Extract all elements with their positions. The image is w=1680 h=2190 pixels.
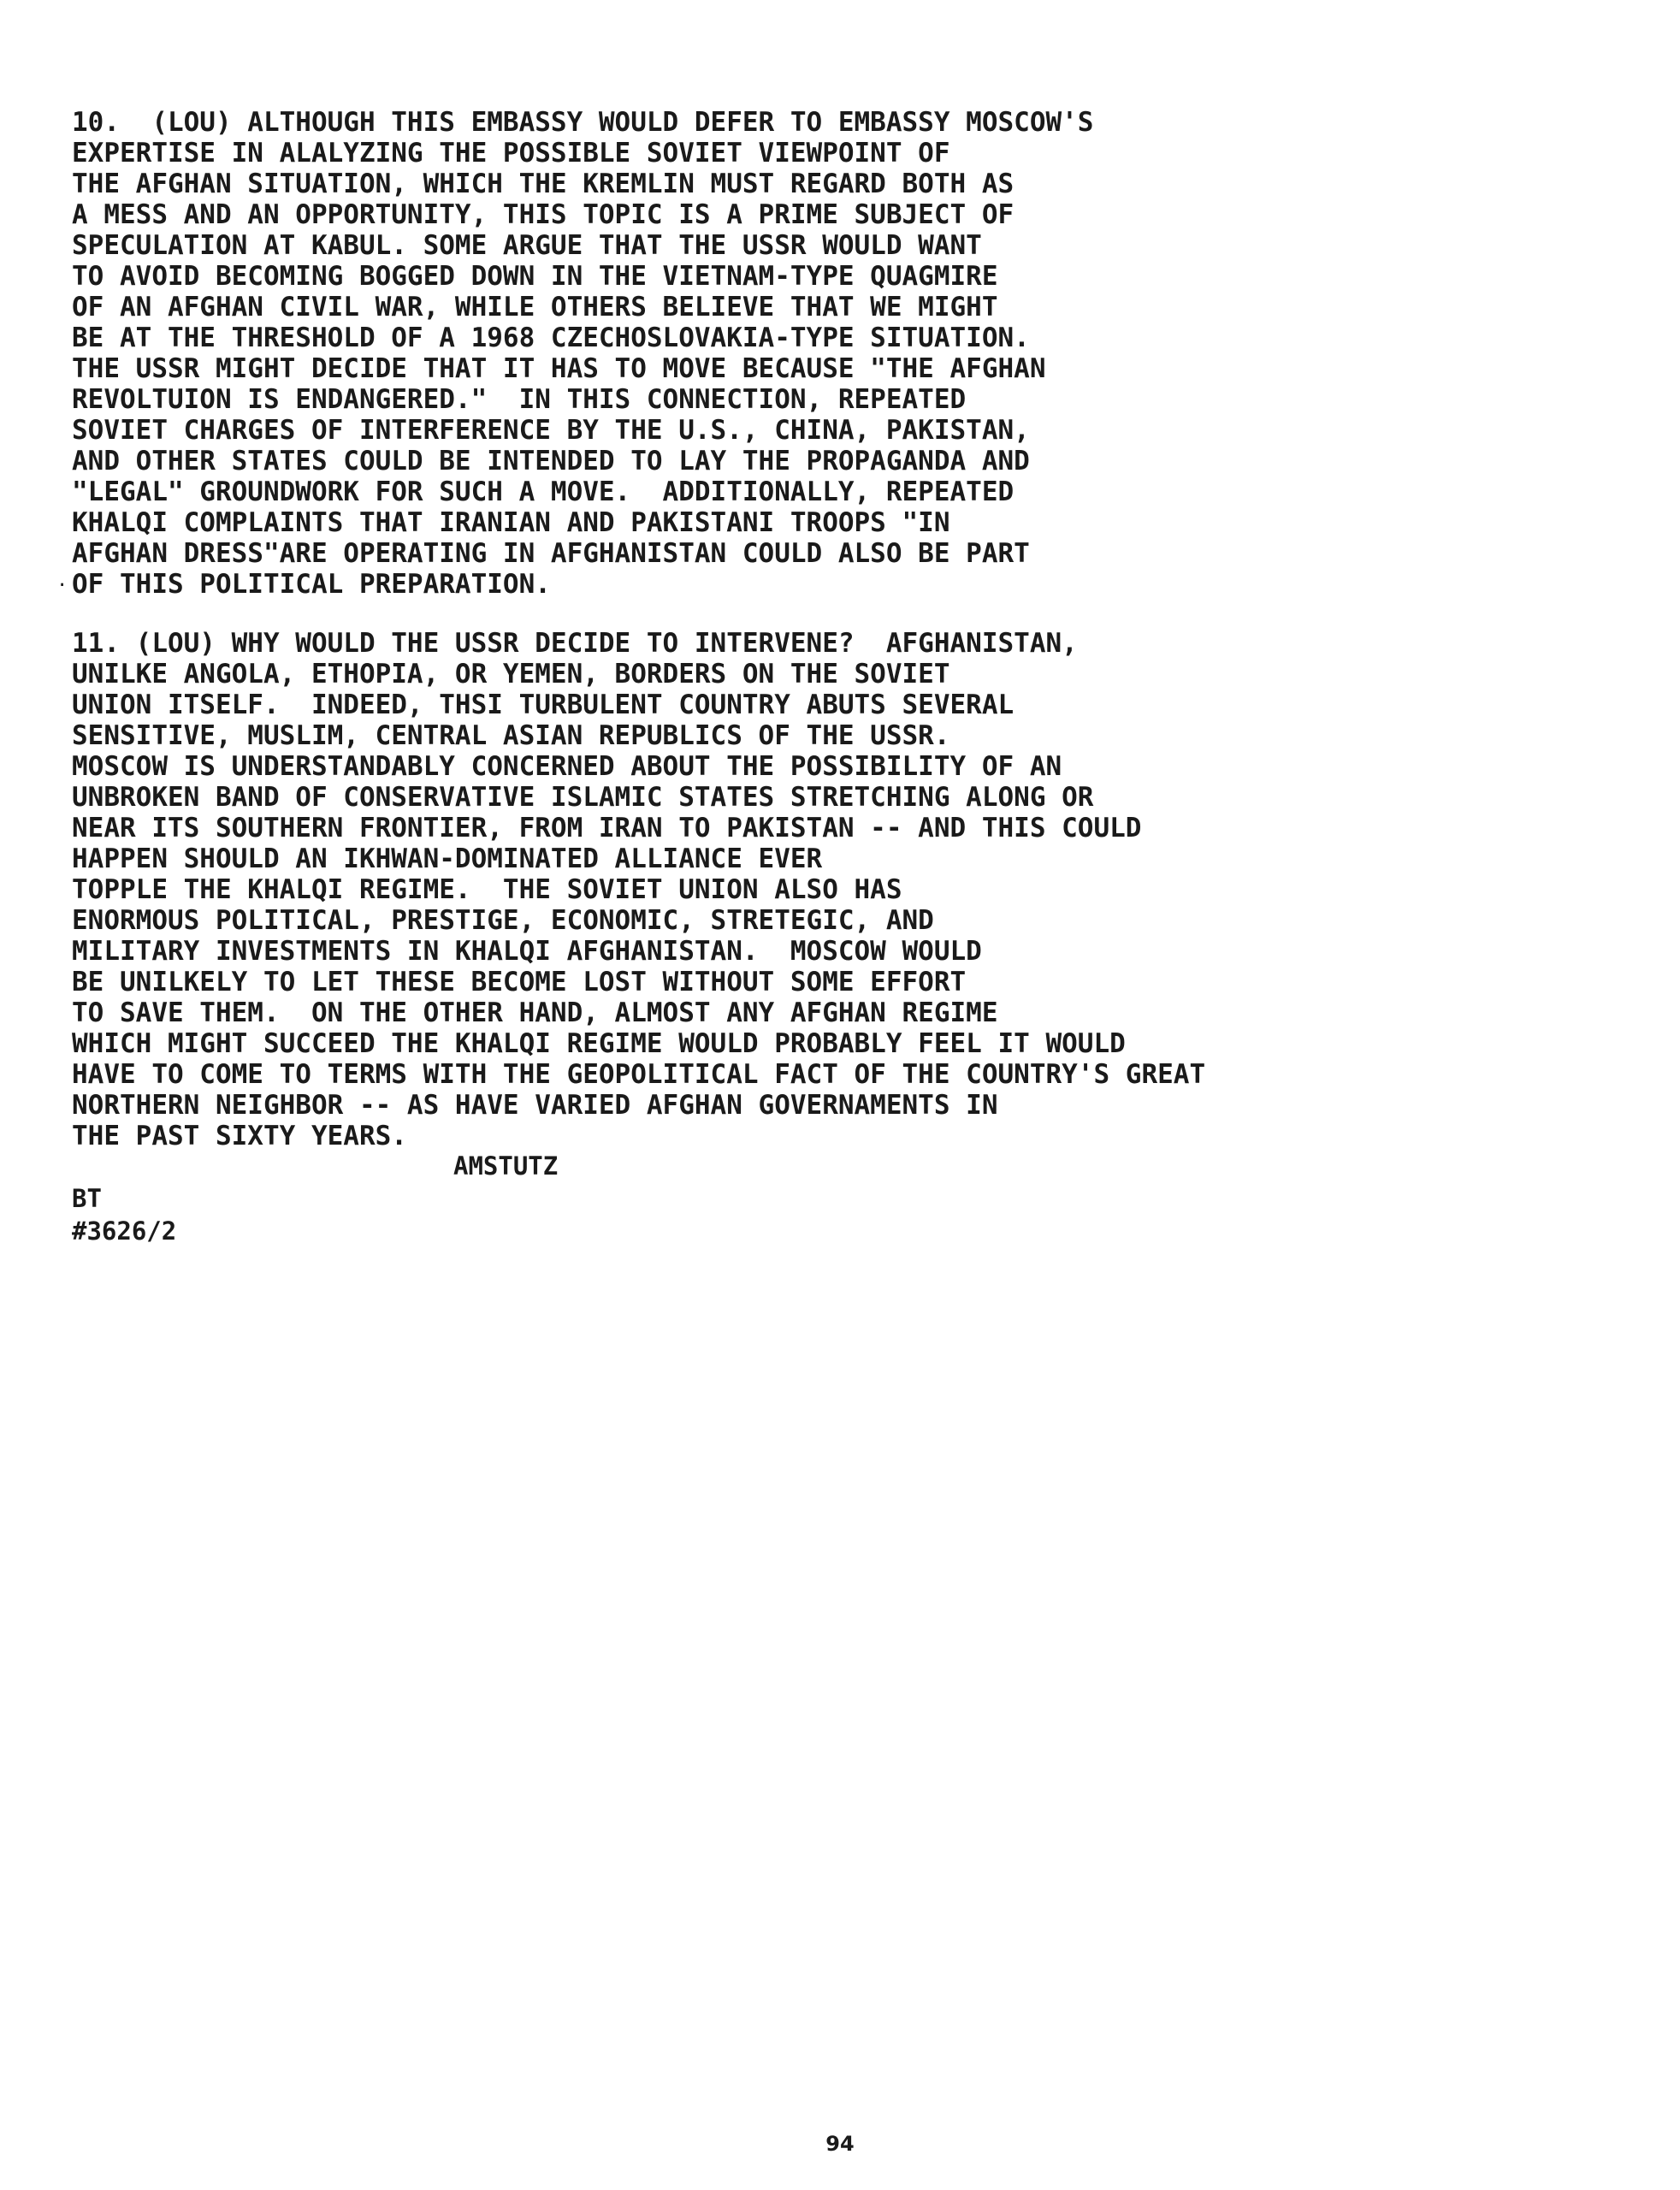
- text-line: A MESS AND AN OPPORTUNITY, THIS TOPIC IS A PRIME SUBJECT OF: [72, 199, 1015, 230]
- text-line: HAPPEN SHOULD AN IKHWAN-DOMINATED ALLIANCE EVER: [72, 843, 823, 874]
- text-line: 11. (LOU) WHY WOULD THE USSR DECIDE TO INTERVENE? AFGHANISTAN,: [72, 628, 1078, 659]
- text-line: THE PAST SIXTY YEARS.: [72, 1121, 407, 1151]
- text-line: THE AFGHAN SITUATION, WHICH THE KREMLIN MUST REGARD BOTH AS: [72, 169, 1015, 199]
- text-line: NORTHERN NEIGHBOR -- AS HAVE VARIED AFGHAN GOVERNAMENTS IN: [72, 1090, 998, 1121]
- text-line: THE USSR MIGHT DECIDE THAT IT HAS TO MOVE BECAUSE "THE AFGHAN: [72, 353, 1046, 384]
- text-line: REVOLTUION IS ENDANGERED." IN THIS CONNECTION, REPEATED: [72, 384, 967, 415]
- text-line: SPECULATION AT KABUL. SOME ARGUE THAT THE USSR WOULD WANT: [72, 230, 982, 261]
- paragraph-11: [72, 628, 1205, 1151]
- text-line: OF THIS POLITICAL PREPARATION.: [72, 569, 551, 600]
- text-line: NEAR ITS SOUTHERN FRONTIER, FROM IRAN TO PAKISTAN -- AND THIS COULD: [72, 813, 1142, 843]
- text-line: MILITARY INVESTMENTS IN KHALQI AFGHANISTAN. MOSCOW WOULD: [72, 936, 982, 967]
- text-line: UNILKE ANGOLA, ETHOPIA, OR YEMEN, BORDERS ON THE SOVIET: [72, 659, 950, 690]
- text-line: SENSITIVE, MUSLIM, CENTRAL ASIAN REPUBLICS OF THE USSR.: [72, 720, 950, 751]
- message-number: #3626/2: [72, 1216, 177, 1246]
- text-line: TOPPLE THE KHALQI REGIME. THE SOVIET UNION ALSO HAS: [72, 874, 902, 905]
- text-line: TO AVOID BECOMING BOGGED DOWN IN THE VIETNAM-TYPE QUAGMIRE: [72, 261, 998, 292]
- margin-mark: ·: [56, 575, 68, 596]
- paragraph-10: [72, 107, 1093, 600]
- text-line: OF AN AFGHAN CIVIL WAR, WHILE OTHERS BELIEVE THAT WE MIGHT: [72, 292, 998, 323]
- text-line: BE UNILKELY TO LET THESE BECOME LOST WITHOUT SOME EFFORT: [72, 967, 967, 997]
- message-trailer: [72, 1182, 176, 1247]
- text-line: 10. (LOU) ALTHOUGH THIS EMBASSY WOULD DEFER TO EMBASSY MOSCOW'S: [72, 107, 1094, 138]
- text-line: "LEGAL" GROUNDWORK FOR SUCH A MOVE. ADDITIONALLY, REPEATED: [72, 476, 1015, 507]
- text-line: AFGHAN DRESS"ARE OPERATING IN AFGHANISTAN COULD ALSO BE PART: [72, 538, 1030, 569]
- text-line: SOVIET CHARGES OF INTERFERENCE BY THE U.S., CHINA, PAKISTAN,: [72, 415, 1030, 446]
- text-line: UNBROKEN BAND OF CONSERVATIVE ISLAMIC STATES STRETCHING ALONG OR: [72, 782, 1094, 813]
- text-line: EXPERTISE IN ALALYZING THE POSSIBLE SOVIET VIEWPOINT OF: [72, 138, 950, 169]
- text-line: ENORMOUS POLITICAL, PRESTIGE, ECONOMIC, STRETEGIC, AND: [72, 905, 934, 936]
- page-number: 94: [825, 2132, 855, 2156]
- text-line: AND OTHER STATES COULD BE INTENDED TO LAY THE PROPAGANDA AND: [72, 446, 1030, 476]
- signature-name: AMSTUTZ: [453, 1151, 559, 1181]
- text-line: MOSCOW IS UNDERSTANDABLY CONCERNED ABOUT THE POSSIBILITY OF AN: [72, 751, 1062, 782]
- text-line: TO SAVE THEM. ON THE OTHER HAND, ALMOST ANY AFGHAN REGIME: [72, 997, 998, 1028]
- text-line: HAVE TO COME TO TERMS WITH THE GEOPOLITICAL FACT OF THE COUNTRY'S GREAT: [72, 1059, 1206, 1090]
- break-marker: BT: [72, 1184, 102, 1213]
- text-line: UNION ITSELF. INDEED, THSI TURBULENT COUNTRY ABUTS SEVERAL: [72, 690, 1015, 720]
- text-line: WHICH MIGHT SUCCEED THE KHALQI REGIME WOULD PROBABLY FEEL IT WOULD: [72, 1028, 1126, 1059]
- text-line: BE AT THE THRESHOLD OF A 1968 CZECHOSLOVAKIA-TYPE SITUATION.: [72, 323, 1030, 353]
- text-line: KHALQI COMPLAINTS THAT IRANIAN AND PAKISTANI TROOPS "IN: [72, 507, 950, 538]
